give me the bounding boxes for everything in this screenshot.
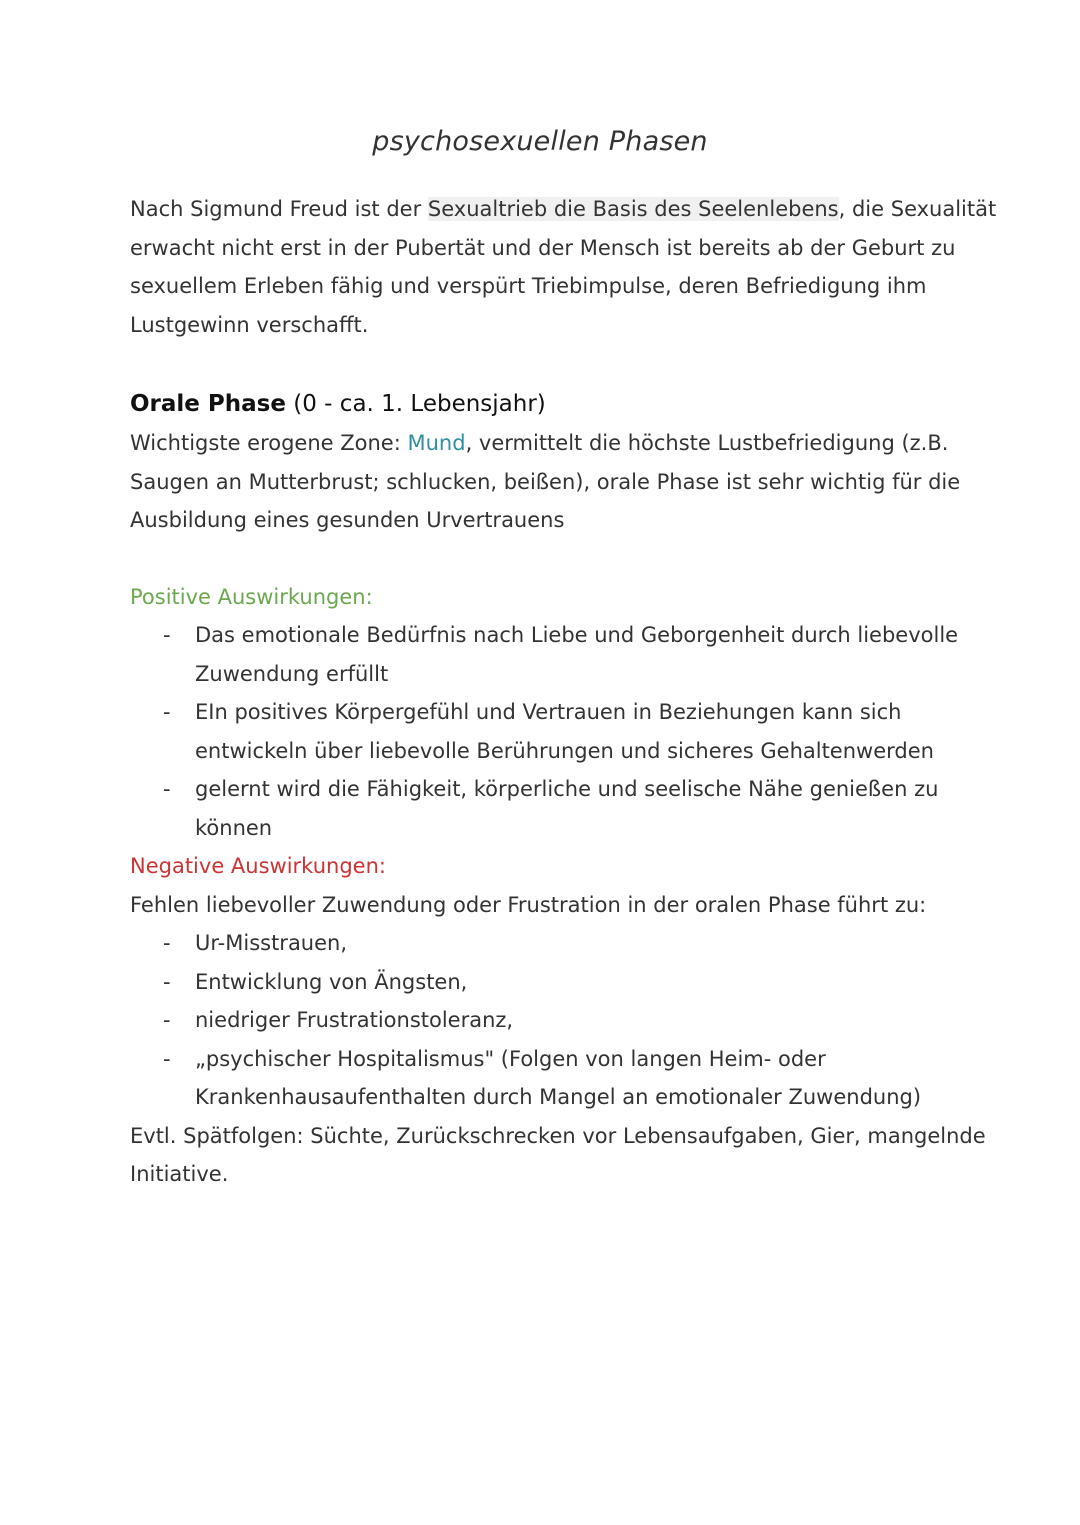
bullet-dash: -: [163, 623, 171, 647]
list-item-text: „psychischer Hospitalismus" (Folgen von langen Heim- oder: [195, 1046, 826, 1071]
intro-line: sexuellem Erleben fähig und verspürt Triebimpulse, deren Befriedigung ihm: [130, 274, 927, 298]
phase-name: Orale Phase: [130, 391, 286, 417]
intro-line: [130, 190, 997, 229]
negative-effects-intro: Fehlen liebevoller Zuwendung oder Frustration in der oralen Phase führt zu:: [130, 892, 927, 917]
bullet-dash: -: [163, 969, 171, 994]
positive-effects-list: [130, 616, 960, 847]
section-heading-oral: [130, 384, 960, 424]
description-line: Saugen an Mutterbrust; schlucken, beißen), orale Phase ist sehr wichtig für die: [130, 469, 961, 494]
bullet-dash: -: [163, 1008, 171, 1032]
bullet-dash: -: [163, 931, 171, 955]
negative-effects-label: Negative Auswirkungen:: [130, 854, 386, 878]
list-item-text: niedriger Frustrationstoleranz,: [195, 1008, 514, 1032]
list-item-text: entwickeln über liebevolle Berührungen und sicheres Gehaltenwerden: [195, 738, 934, 763]
late-effects-line: Evtl. Spätfolgen: Süchte, Zurückschrecken vor Lebensaufgaben, Gier, mangelnde: [130, 1123, 986, 1148]
list-item-text: können: [195, 815, 273, 840]
list-item: [130, 616, 960, 693]
bullet-dash: -: [163, 1046, 171, 1071]
list-item-text: Krankenhausaufenthalten durch Mangel an emotionaler Zuwendung): [195, 1085, 922, 1109]
late-effects-line: Initiative.: [130, 1162, 229, 1186]
list-item: [130, 924, 960, 963]
list-item: [130, 963, 960, 1002]
description-text: , vermittelt die höchste Lustbefriedigung (z.B.: [465, 431, 949, 455]
description-line: Ausbildung eines gesunden Urvertrauens: [130, 508, 565, 532]
list-item: [130, 693, 960, 770]
list-item: [130, 1001, 960, 1040]
bullet-dash: -: [163, 700, 171, 724]
intro-text: Nach Sigmund Freud ist der: [130, 197, 428, 221]
intro-text: , die Sexualität: [838, 197, 997, 221]
erogenous-zone: Mund: [407, 431, 466, 455]
list-item-text: EIn positives Körpergefühl und Vertrauen in Beziehungen kann sich: [195, 700, 902, 724]
description-line: [130, 424, 960, 463]
bullet-dash: -: [163, 777, 171, 801]
list-item-text: Ur-Misstrauen,: [195, 931, 348, 955]
highlighted-text: Sexualtrieb die Basis des Seelenlebens: [427, 197, 839, 221]
list-item-text: Entwicklung von Ängsten,: [195, 969, 468, 994]
positive-effects-label: Positive Auswirkungen:: [130, 584, 373, 609]
document-body: [130, 190, 997, 1194]
list-item: [130, 770, 960, 847]
list-item-text: gelernt wird die Fähigkeit, körperliche und seelische Nähe genießen zu: [195, 777, 939, 801]
intro-line: erwacht nicht erst in der Pubertät und der Mensch ist bereits ab der Geburt zu: [130, 235, 956, 260]
negative-effects-list: [130, 924, 960, 1117]
phase-range: (0 - ca. 1. Lebensjahr): [285, 391, 546, 417]
description-text: Wichtigste erogene Zone:: [130, 431, 408, 455]
list-item: [130, 1040, 960, 1117]
intro-line: Lustgewinn verschafft.: [130, 312, 369, 337]
list-item-text: Das emotionale Bedürfnis nach Liebe und Geborgenheit durch liebevolle: [195, 623, 959, 647]
oral-description: [130, 424, 960, 540]
page-title: psychosexuellen Phasen: [372, 126, 708, 157]
list-item-text: Zuwendung erfüllt: [195, 661, 389, 686]
intro-paragraph: [130, 190, 997, 344]
